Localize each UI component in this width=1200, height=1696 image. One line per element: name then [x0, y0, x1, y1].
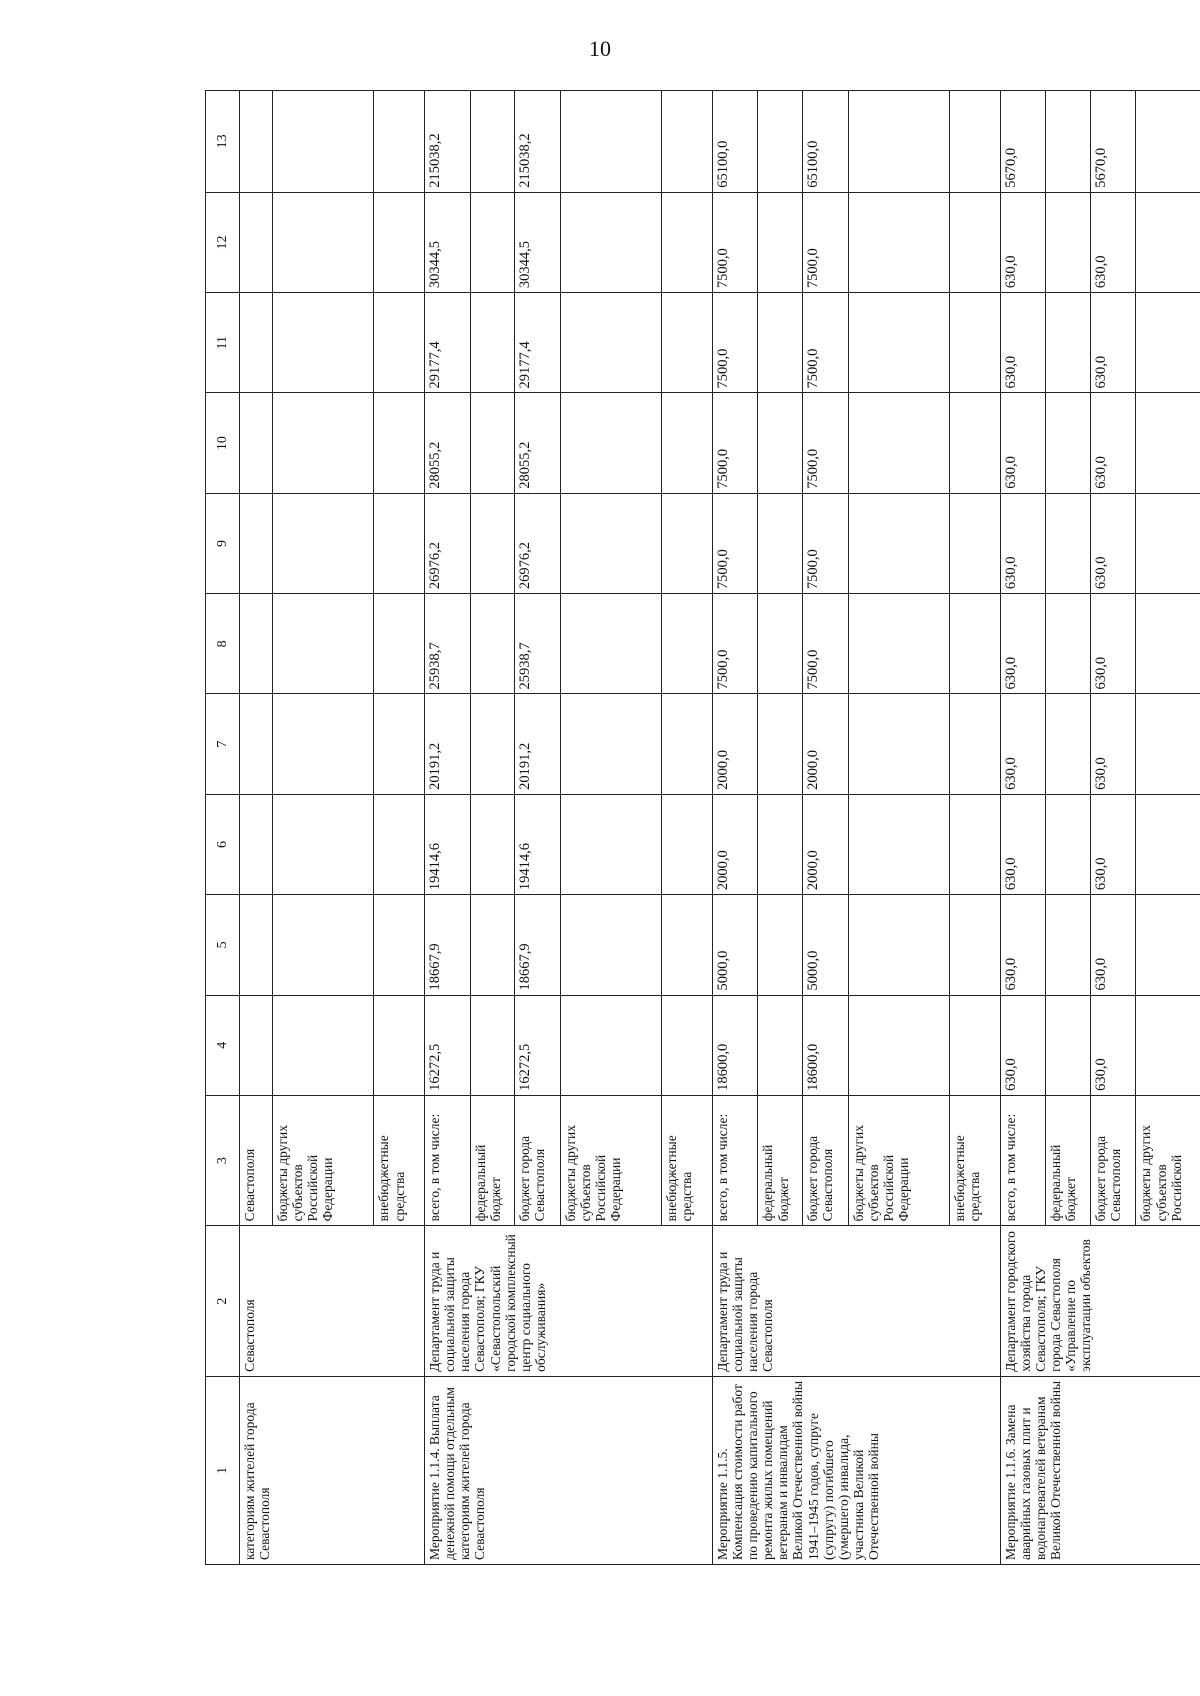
value-cell-col-13: [662, 91, 713, 193]
value-cell-col-8: 630,0: [1090, 594, 1136, 694]
executor-cell: Департамент городского хозяйства города Севастополя; ГКУ города Севастополя «Управление по эксплуатации объектов: [1000, 1226, 1200, 1377]
value-cell-col-6: [273, 794, 374, 894]
value-cell-col-6: 630,0: [1090, 794, 1136, 894]
column-number-5: 5: [206, 895, 240, 995]
funding-source-cell: бюджет города Севастополя: [515, 1095, 561, 1225]
value-cell-col-10: [950, 393, 1001, 493]
value-cell-col-10: 630,0: [1000, 393, 1046, 493]
value-cell-col-13: 65100,0: [712, 91, 758, 193]
value-cell-col-4: 630,0: [1090, 995, 1136, 1095]
value-cell-col-8: 630,0: [1000, 594, 1046, 694]
value-cell-col-7: [560, 694, 661, 794]
value-cell-col-8: 7500,0: [712, 594, 758, 694]
value-cell-col-11: 7500,0: [803, 293, 849, 393]
value-cell-col-7: 2000,0: [803, 694, 849, 794]
funding-source-cell: бюджеты других субъектов Российской Федерации: [273, 1095, 374, 1225]
value-cell-col-9: 7500,0: [712, 493, 758, 593]
value-cell-col-8: [662, 594, 713, 694]
value-cell-col-10: [1136, 393, 1200, 493]
value-cell-col-9: [848, 493, 949, 593]
value-cell-col-6: [1046, 794, 1091, 894]
value-cell-col-7: [1046, 694, 1091, 794]
value-cell-col-4: [758, 995, 803, 1095]
value-cell-col-13: [273, 91, 374, 193]
value-cell-col-7: 20191,2: [515, 694, 561, 794]
value-cell-col-11: [240, 293, 273, 393]
value-cell-col-6: [560, 794, 661, 894]
value-cell-col-6: [848, 794, 949, 894]
value-cell-col-5: 630,0: [1090, 895, 1136, 995]
value-cell-col-9: [662, 493, 713, 593]
value-cell-col-11: [470, 293, 515, 393]
value-cell-col-11: 7500,0: [712, 293, 758, 393]
value-cell-col-13: [758, 91, 803, 193]
column-number-10: 10: [206, 393, 240, 493]
value-cell-col-7: [374, 694, 425, 794]
value-cell-col-8: 7500,0: [803, 594, 849, 694]
executor-cell: Департамент труда и социальной защиты населения города Севастополя; ГКУ «Севастопольский городской комплексный центр социального обслуживания»: [425, 1226, 713, 1377]
value-cell-col-5: [662, 895, 713, 995]
value-cell-col-4: [1046, 995, 1091, 1095]
value-cell-col-12: 30344,5: [425, 192, 471, 292]
funding-source-cell: бюджет города Севастополя: [803, 1095, 849, 1225]
funding-source-cell: внебюджетные средства: [662, 1095, 713, 1225]
value-cell-col-10: 7500,0: [803, 393, 849, 493]
value-cell-col-9: [950, 493, 1001, 593]
value-cell-col-6: [240, 794, 273, 894]
value-cell-col-12: [273, 192, 374, 292]
value-cell-col-13: [950, 91, 1001, 193]
value-cell-col-12: 7500,0: [803, 192, 849, 292]
value-cell-col-13: [848, 91, 949, 193]
value-cell-col-12: [470, 192, 515, 292]
value-cell-col-4: [374, 995, 425, 1095]
value-cell-col-5: [273, 895, 374, 995]
value-cell-col-13: 65100,0: [803, 91, 849, 193]
value-cell-col-12: [374, 192, 425, 292]
value-cell-col-11: [950, 293, 1001, 393]
value-cell-col-8: [240, 594, 273, 694]
value-cell-col-13: [240, 91, 273, 193]
value-cell-col-11: 630,0: [1000, 293, 1046, 393]
value-cell-col-6: [1136, 794, 1200, 894]
value-cell-col-5: 18667,9: [515, 895, 561, 995]
value-cell-col-5: [560, 895, 661, 995]
value-cell-col-5: [950, 895, 1001, 995]
value-cell-col-13: [1046, 91, 1091, 193]
funding-source-cell: внебюджетные средства: [950, 1095, 1001, 1225]
value-cell-col-10: [1046, 393, 1091, 493]
value-cell-col-13: [1136, 91, 1200, 193]
value-cell-col-11: [662, 293, 713, 393]
value-cell-col-9: 630,0: [1090, 493, 1136, 593]
value-cell-col-11: 29177,4: [515, 293, 561, 393]
funding-source-cell: всего, в том числе:: [1000, 1095, 1046, 1225]
value-cell-col-12: 630,0: [1090, 192, 1136, 292]
column-number-6: 6: [206, 794, 240, 894]
value-cell-col-8: 25938,7: [425, 594, 471, 694]
column-number-12: 12: [206, 192, 240, 292]
page-number: 10: [589, 36, 611, 61]
value-cell-col-7: 630,0: [1000, 694, 1046, 794]
funding-source-cell: федеральный бюджет: [1046, 1095, 1091, 1225]
value-cell-col-10: 28055,2: [515, 393, 561, 493]
value-cell-col-12: [1136, 192, 1200, 292]
measure-cell: Мероприятие 1.1.6. Замена аварийных газовых плит и водонагревателей ветеранам Великой Отечественной войны: [1000, 1376, 1200, 1564]
funding-source-cell: бюджеты других субъектов Российской Федерации: [848, 1095, 949, 1225]
value-cell-col-12: 30344,5: [515, 192, 561, 292]
column-number-13: 13: [206, 91, 240, 193]
value-cell-col-11: [758, 293, 803, 393]
value-cell-col-9: [560, 493, 661, 593]
value-cell-col-4: 18600,0: [803, 995, 849, 1095]
value-cell-col-10: [273, 393, 374, 493]
value-cell-col-5: [848, 895, 949, 995]
value-cell-col-9: [374, 493, 425, 593]
funding-source-cell: бюджет города Севастополя: [1090, 1095, 1136, 1225]
value-cell-col-11: 630,0: [1090, 293, 1136, 393]
value-cell-col-7: [662, 694, 713, 794]
value-cell-col-5: [1136, 895, 1200, 995]
column-number-3: 3: [206, 1095, 240, 1225]
value-cell-col-7: [758, 694, 803, 794]
value-cell-col-5: 5000,0: [803, 895, 849, 995]
column-number-1: 1: [206, 1376, 240, 1564]
value-cell-col-10: [374, 393, 425, 493]
measure-cell: категориям жителей города Севастополя: [240, 1376, 425, 1564]
value-cell-col-7: [240, 694, 273, 794]
value-cell-col-4: [950, 995, 1001, 1095]
value-cell-col-6: [470, 794, 515, 894]
value-cell-col-6: [758, 794, 803, 894]
value-cell-col-9: 7500,0: [803, 493, 849, 593]
value-cell-col-7: [848, 694, 949, 794]
value-cell-col-9: [758, 493, 803, 593]
value-cell-col-10: 630,0: [1090, 393, 1136, 493]
value-cell-col-7: [1136, 694, 1200, 794]
funding-source-cell: бюджеты других субъектов Российской: [1136, 1095, 1200, 1225]
value-cell-col-5: [470, 895, 515, 995]
value-cell-col-10: [470, 393, 515, 493]
value-cell-col-4: [1136, 995, 1200, 1095]
value-cell-col-13: [470, 91, 515, 193]
measure-cell: Мероприятие 1.1.5. Компенсация стоимости работ по проведению капитального ремонта жилых помещений ветеранам и инвалидам Великой Отечественной войны 1941–1945 годов, супруге (супругу) погибшего (умершего) инвалида, участника Великой Отечественной войны: [712, 1376, 1000, 1564]
value-cell-col-9: [1046, 493, 1091, 593]
value-cell-col-5: [1046, 895, 1091, 995]
funding-source-cell: бюджеты других субъектов Российской Федерации: [560, 1095, 661, 1225]
funding-source-cell: федеральный бюджет: [758, 1095, 803, 1225]
funding-source-cell: внебюджетные средства: [374, 1095, 425, 1225]
value-cell-col-5: [240, 895, 273, 995]
value-cell-col-6: 2000,0: [803, 794, 849, 894]
column-number-2: 2: [206, 1226, 240, 1377]
value-cell-col-6: [950, 794, 1001, 894]
document-table-area: [205, 90, 1200, 1560]
value-cell-col-5: [374, 895, 425, 995]
value-cell-col-9: 26976,2: [515, 493, 561, 593]
value-cell-col-7: [950, 694, 1001, 794]
value-cell-col-13: 5670,0: [1000, 91, 1046, 193]
value-cell-col-8: [273, 594, 374, 694]
executor-cell: Департамент труда и социальной защиты населения города Севастополя: [712, 1226, 1000, 1377]
value-cell-col-4: 630,0: [1000, 995, 1046, 1095]
value-cell-col-9: [273, 493, 374, 593]
value-cell-col-8: [374, 594, 425, 694]
table-row: [712, 91, 758, 1565]
table-row: [425, 91, 471, 1565]
column-number-8: 8: [206, 594, 240, 694]
value-cell-col-12: [950, 192, 1001, 292]
funding-source-cell: Севастополя: [240, 1095, 273, 1225]
value-cell-col-12: [758, 192, 803, 292]
value-cell-col-7: 20191,2: [425, 694, 471, 794]
value-cell-col-11: 29177,4: [425, 293, 471, 393]
value-cell-col-5: 18667,9: [425, 895, 471, 995]
value-cell-col-12: [662, 192, 713, 292]
value-cell-col-4: [470, 995, 515, 1095]
value-cell-col-7: 2000,0: [712, 694, 758, 794]
value-cell-col-13: 5670,0: [1090, 91, 1136, 193]
value-cell-col-11: [848, 293, 949, 393]
value-cell-col-4: [273, 995, 374, 1095]
value-cell-col-4: [560, 995, 661, 1095]
value-cell-col-11: [1046, 293, 1091, 393]
value-cell-col-8: [950, 594, 1001, 694]
value-cell-col-10: [848, 393, 949, 493]
value-cell-col-9: [240, 493, 273, 593]
value-cell-col-12: 7500,0: [712, 192, 758, 292]
value-cell-col-11: [1136, 293, 1200, 393]
value-cell-col-5: 5000,0: [712, 895, 758, 995]
value-cell-col-8: [758, 594, 803, 694]
value-cell-col-10: [758, 393, 803, 493]
value-cell-col-4: 16272,5: [515, 995, 561, 1095]
value-cell-col-13: 215038,2: [515, 91, 561, 193]
value-cell-col-12: [1046, 192, 1091, 292]
value-cell-col-10: 28055,2: [425, 393, 471, 493]
value-cell-col-13: [374, 91, 425, 193]
value-cell-col-9: 630,0: [1000, 493, 1046, 593]
funding-source-cell: всего, в том числе:: [425, 1095, 471, 1225]
value-cell-col-12: [560, 192, 661, 292]
value-cell-col-10: [662, 393, 713, 493]
value-cell-col-6: 19414,6: [515, 794, 561, 894]
value-cell-col-12: [848, 192, 949, 292]
funding-table: [205, 90, 1200, 1565]
funding-source-cell: федеральный бюджет: [470, 1095, 515, 1225]
value-cell-col-11: [273, 293, 374, 393]
value-cell-col-6: [374, 794, 425, 894]
value-cell-col-5: [758, 895, 803, 995]
value-cell-col-12: [240, 192, 273, 292]
value-cell-col-4: [848, 995, 949, 1095]
value-cell-col-4: [240, 995, 273, 1095]
column-number-row: [206, 91, 240, 1565]
value-cell-col-8: [470, 594, 515, 694]
column-number-11: 11: [206, 293, 240, 393]
column-number-4: 4: [206, 995, 240, 1095]
value-cell-col-9: [1136, 493, 1200, 593]
value-cell-col-6: 2000,0: [712, 794, 758, 894]
value-cell-col-4: 18600,0: [712, 995, 758, 1095]
value-cell-col-4: [662, 995, 713, 1095]
value-cell-col-12: 630,0: [1000, 192, 1046, 292]
value-cell-col-11: [374, 293, 425, 393]
value-cell-col-7: [470, 694, 515, 794]
value-cell-col-13: [560, 91, 661, 193]
value-cell-col-9: [470, 493, 515, 593]
value-cell-col-8: [848, 594, 949, 694]
value-cell-col-7: 630,0: [1090, 694, 1136, 794]
value-cell-col-8: 25938,7: [515, 594, 561, 694]
measure-cell: Мероприятие 1.1.4. Выплата денежной помощи отдельным категориям жителей города Севастополя: [425, 1376, 713, 1564]
value-cell-col-10: 7500,0: [712, 393, 758, 493]
value-cell-col-6: [662, 794, 713, 894]
value-cell-col-10: [560, 393, 661, 493]
value-cell-col-4: 16272,5: [425, 995, 471, 1095]
value-cell-col-6: 630,0: [1000, 794, 1046, 894]
executor-cell: Севастополя: [240, 1226, 425, 1377]
value-cell-col-5: 630,0: [1000, 895, 1046, 995]
value-cell-col-8: [560, 594, 661, 694]
value-cell-col-10: [240, 393, 273, 493]
table-row: [1000, 91, 1046, 1565]
value-cell-col-6: 19414,6: [425, 794, 471, 894]
value-cell-col-8: [1136, 594, 1200, 694]
value-cell-col-8: [1046, 594, 1091, 694]
column-number-9: 9: [206, 493, 240, 593]
table-row: [240, 91, 273, 1565]
value-cell-col-11: [560, 293, 661, 393]
value-cell-col-9: 26976,2: [425, 493, 471, 593]
value-cell-col-13: 215038,2: [425, 91, 471, 193]
column-number-7: 7: [206, 694, 240, 794]
funding-source-cell: всего, в том числе:: [712, 1095, 758, 1225]
value-cell-col-7: [273, 694, 374, 794]
